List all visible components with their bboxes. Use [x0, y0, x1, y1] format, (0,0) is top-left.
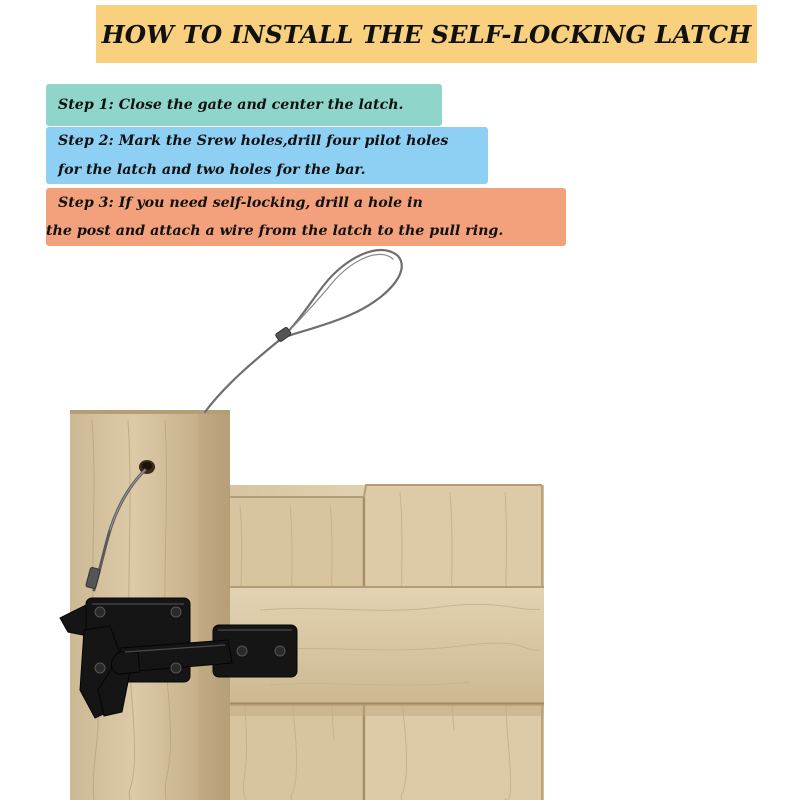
- step-2-line-1: Step 2: Mark the Srew holes,drill four pilot holes: [58, 133, 449, 149]
- step-3-line-2: the post and attach a wire from the latch to the pull ring.: [46, 223, 504, 239]
- step-2-line-2: for the latch and two holes for the bar.: [58, 162, 366, 178]
- step-3-line-1: Step 3: If you need self-locking, drill a hole in: [58, 195, 423, 211]
- page-title: HOW TO INSTALL THE SELF-LOCKING LATCH: [101, 19, 752, 49]
- step-1-line-1: Step 1: Close the gate and center the latch.: [58, 97, 404, 113]
